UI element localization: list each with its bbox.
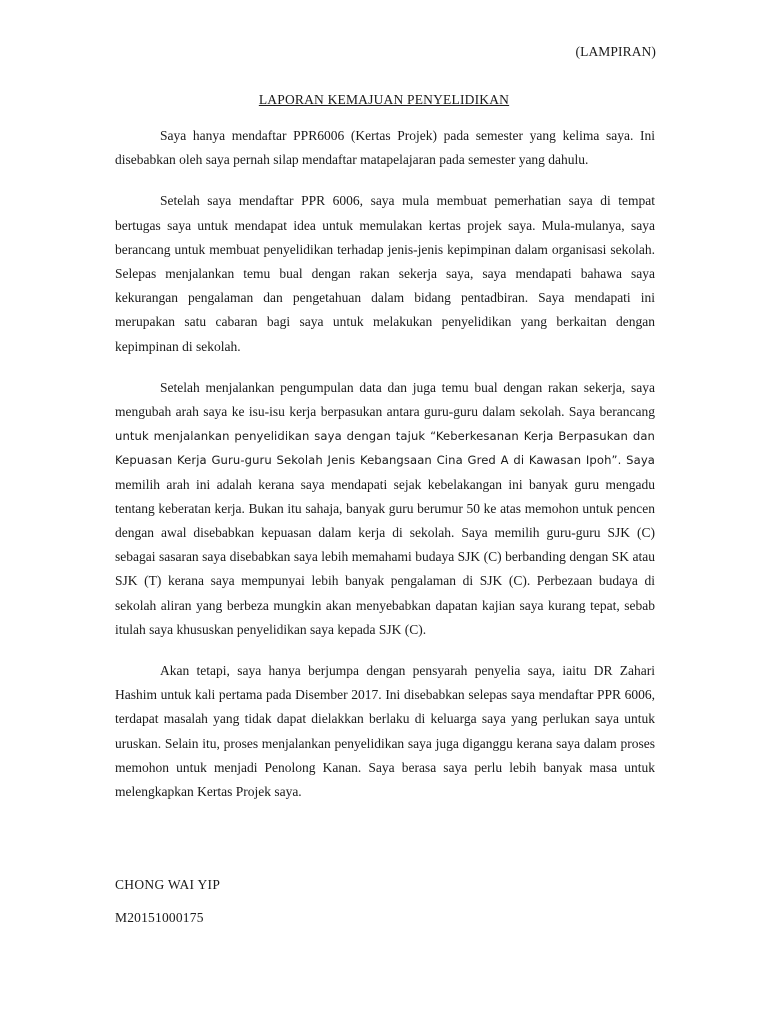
paragraph-initial-idea: Setelah saya mendaftar PPR 6006, saya mula membuat pemerhatian saya di tempat bertugas saya untuk mendapat idea untuk memulakan kertas projek saya. Mula-mulanya, saya berancang untuk membuat penyelidikan terhadap jenis-jenis kepimpinan dalam organisasi sekolah. Selepas menjalankan temu bual dengan rakan sekerja saya, saya mendapati bahawa saya kekurangan pengalaman dan pengetahuan dalam bidang pentadbiran. Saya mendapati ini merupakan satu cabaran bagi saya untuk melakukan penyelidikan yang berkaitan dengan kepimpinan di sekolah. xyxy=(115,193,655,354)
page-title: LAPORAN KEMAJUAN PENYELIDIKAN xyxy=(258,92,510,107)
annex-label: (LAMPIRAN) xyxy=(575,44,656,59)
paragraph-supervisor-delay: Akan tetapi, saya hanya berjumpa dengan pensyarah penyelia saya, iaitu DR Zahari Hashim untuk kali pertama pada Disember 2017. Ini disebabkan selepas saya mendaftar PPR 6006, terdapat masalah yang tidak dapat dielakkan berlaku di keluarga saya yang perlukan saya untuk uruskan. Selain itu, proses menjalankan penyelidikan saya juga diganggu kerana saya dalam proses memohon untuk menjadi Penolong Kanan. Saya berasa saya perlu lebih banyak masa untuk melengkapkan Kertas Projek saya. xyxy=(115,663,655,800)
report-body xyxy=(115,124,655,821)
signature-name: CHONG WAI YIP xyxy=(115,877,221,892)
paragraph-research-direction xyxy=(115,376,655,642)
paragraph-registration: Saya hanya mendaftar PPR6006 (Kertas Projek) pada semester yang kelima saya. Ini disebabkan oleh saya pernah silap mendaftar matapelajaran pada semester yang dahulu. xyxy=(115,128,655,168)
research-title-quote: untuk menjalankan penyelidikan saya dengan tajuk “Keberkesanan Kerja Berpasukan dan Kepuasan Kerja Guru-guru Sekolah Jenis Kebangsaan Cina Gred A di Kawasan Ipoh”. Saya xyxy=(115,429,655,468)
paragraph-text-part: Setelah menjalankan pengumpulan data dan juga temu bual dengan rakan sekerja, saya mengubah arah saya ke isu-isu kerja berpasukan antara guru-guru dalam sekolah. Saya berancang xyxy=(115,379,655,420)
student-id: M20151000175 xyxy=(115,910,204,925)
paragraph-text-part: memilih arah ini adalah kerana saya mendapati sejak kebelakangan ini banyak guru mengadu tentang keberatan kerja. Bukan itu sahaja, banyak guru berumur 50 ke atas memohon untuk pencen dengan awal disebabkan kepuasan dalam kerja di sekolah. Saya memilih guru-guru SJK (C) sebagai sasaran saya disebabkan saya lebih memahami budaya SJK (C) berbanding dengan SK atau SJK (T) kerana saya mempunyai lebih banyak pengalaman di SJK (C). Perbezaan budaya di sekolah aliran yang berbeza mungkin akan menyebabkan dapatan kajian saya kurang tepat, sebab itulah saya khususkan penyelidikan saya kepada SJK (C). xyxy=(115,476,655,637)
